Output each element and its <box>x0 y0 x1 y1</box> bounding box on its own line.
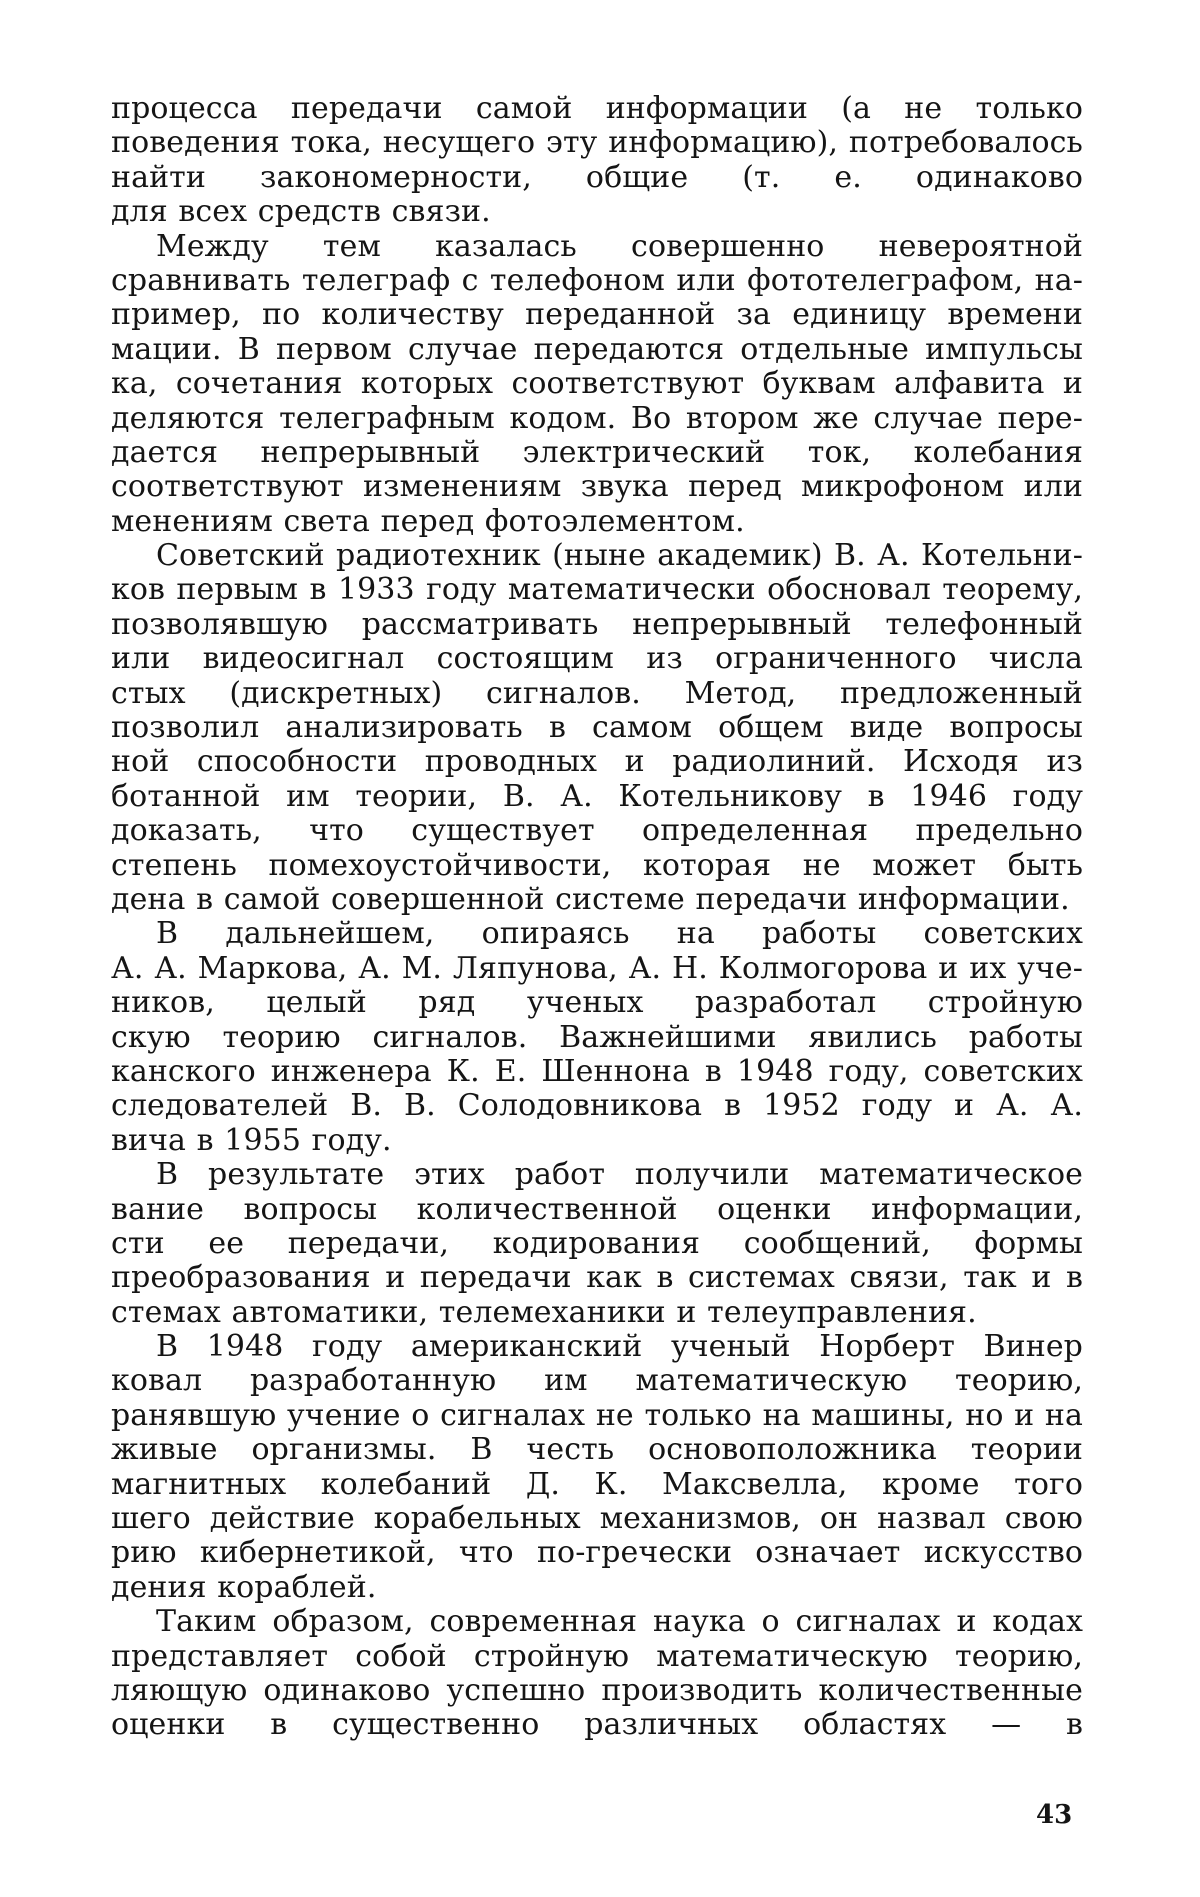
text-line: магнитных колебаний Д. К. Максвелла, кроме того <box>111 1468 1083 1502</box>
text-line: дается непрерывный электрический ток, колебания <box>111 436 1083 470</box>
text-line: мации. В первом случае передаются отдельные импульсы <box>111 333 1083 367</box>
text-line: найти закономерности, общие (т. е. одинаково <box>111 161 1083 195</box>
text-line: менениям света перед фотоэлементом. <box>111 505 1083 539</box>
text-line: для всех средств связи. <box>111 195 1083 229</box>
text-line: А. А. Маркова, А. М. Ляпунова, А. Н. Колмогорова и их уче- <box>111 952 1083 986</box>
text-line: процесса передачи самой информации (а не только <box>111 92 1083 126</box>
text-line: позволявшую рассматривать непрерывный телефонный <box>111 608 1083 642</box>
text-line: соответствуют изменениям звука перед микрофоном или <box>111 470 1083 504</box>
page-text-block <box>111 92 1083 1743</box>
text-line: деляются телеграфным кодом. Во втором же случае пере- <box>111 402 1083 436</box>
text-line: позволил анализировать в самом общем виде вопросы <box>111 711 1083 745</box>
text-line: рию кибернетикой, что по-гречески означает искусство <box>111 1536 1083 1570</box>
text-line: живые организмы. В честь основоположника теории <box>111 1433 1083 1467</box>
text-line: ранявшую учение о сигналах не только на машины, но и на <box>111 1399 1083 1433</box>
paragraph-first-line: В результате этих работ получили математическое <box>111 1158 1083 1192</box>
text-line: ной способности проводных и радиолиний. Исходя из <box>111 745 1083 779</box>
page-number: 43 <box>1036 1800 1072 1830</box>
text-line: ка, сочетания которых соответствуют буквам алфавита и <box>111 367 1083 401</box>
text-line: скую теорию сигналов. Важнейшими явились работы <box>111 1021 1083 1055</box>
text-line: поведения тока, несущего эту информацию), потребовалось <box>111 126 1083 160</box>
text-line: вича в 1955 году. <box>111 1124 1083 1158</box>
text-line: стых (дискретных) сигналов. Метод, предложенный <box>111 677 1083 711</box>
text-line: вание вопросы количественной оценки информации, <box>111 1193 1083 1227</box>
paragraph-first-line: Советский радиотехник (ныне академик) В. А. Котельни- <box>111 539 1083 573</box>
text-line: дена в самой совершенной системе передачи информации. <box>111 883 1083 917</box>
text-line: преобразования и передачи как в системах связи, так и в <box>111 1261 1083 1295</box>
text-line: или видеосигнал состоящим из ограниченного числа <box>111 642 1083 676</box>
text-line: дения кораблей. <box>111 1571 1083 1605</box>
text-line: ляющую одинаково успешно производить количественные <box>111 1674 1083 1708</box>
text-line: ботанной им теории, В. А. Котельникову в 1946 году <box>111 780 1083 814</box>
text-line: доказать, что существует определенная предельно <box>111 814 1083 848</box>
text-line: ков первым в 1933 году математически обосновал теорему, <box>111 573 1083 607</box>
text-line: степень помехоустойчивости, которая не может быть <box>111 849 1083 883</box>
paragraph-first-line: Между тем казалась совершенно невероятной <box>111 230 1083 264</box>
text-line: ковал разработанную им математическую теорию, <box>111 1364 1083 1398</box>
paragraph-first-line: В 1948 году американский ученый Норберт Винер <box>111 1330 1083 1364</box>
paragraph-first-line: Таким образом, современная наука о сигналах и кодах <box>111 1605 1083 1639</box>
text-line: сти ее передачи, кодирования сообщений, формы <box>111 1227 1083 1261</box>
text-line: сравнивать телеграф с телефоном или фототелеграфом, на- <box>111 264 1083 298</box>
text-line: следователей В. В. Солодовникова в 1952 году и А. А. <box>111 1089 1083 1123</box>
text-line: ников, целый ряд ученых разработал стройную <box>111 986 1083 1020</box>
text-line: оценки в существенно различных областях — в <box>111 1708 1083 1742</box>
text-line: шего действие корабельных механизмов, он назвал свою <box>111 1502 1083 1536</box>
text-line: пример, по количеству переданной за единицу времени <box>111 298 1083 332</box>
paragraph-first-line: В дальнейшем, опираясь на работы советских <box>111 917 1083 951</box>
text-line: представляет собой стройную математическую теорию, <box>111 1640 1083 1674</box>
text-line: канского инженера К. Е. Шеннона в 1948 году, советских <box>111 1055 1083 1089</box>
text-line: стемах автоматики, телемеханики и телеуправления. <box>111 1296 1083 1330</box>
